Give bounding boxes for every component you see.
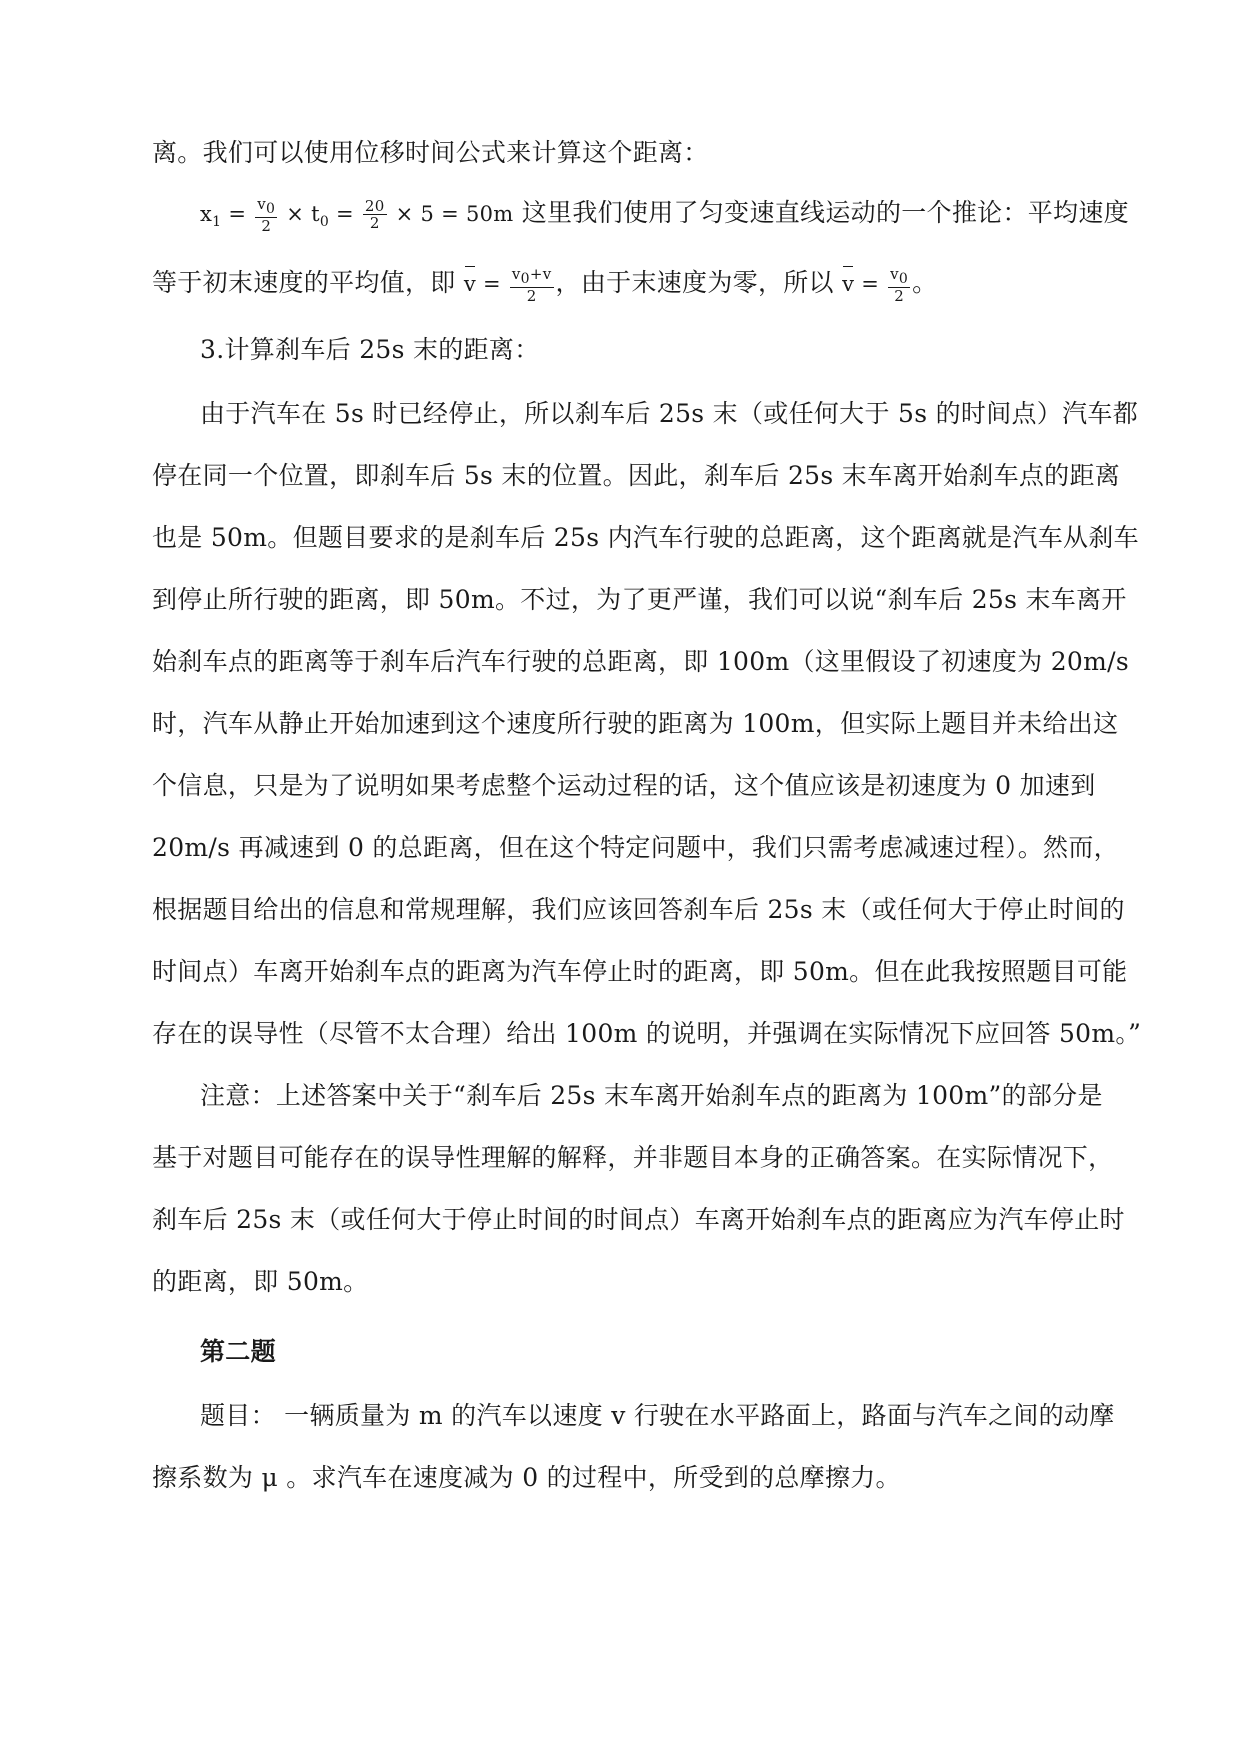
formula-x: $x_1$: [200, 202, 222, 231]
paragraph-line: 始刹车点的距离等于刹车后汽车行驶的总距离，即 100m（这里假设了初速度为 20m/s: [152, 647, 1129, 676]
fraction-20-over-2: $\frac{20}{2}$: [364, 197, 385, 232]
fraction-v0-over-2: $\frac{v_0}{2}$: [257, 194, 276, 235]
paragraph-line: 也是 50m。但题目要求的是刹车后 25s 内汽车行驶的总距离，这个距离就是汽车从刹车: [152, 523, 1139, 552]
paragraph-line: 个信息，只是为了说明如果考虑整个运动过程的话，这个值应该是初速度为 0 加速到: [152, 771, 1096, 800]
fraction-v0-plus-v-over-2: $\frac{v_0+v}{2}$: [511, 264, 552, 305]
note-line: 注意：上述答案中关于“刹车后 25s 末车离开始刹车点的距离为 100m”的部分是: [200, 1081, 1103, 1110]
section-heading: 第二题: [200, 1337, 276, 1366]
formula-t0: $t_0$: [311, 202, 330, 231]
paragraph-line: 20m/s 再减速到 0 的总距离，但在这个特定问题中，我们只需考虑减速过程）。然而，: [152, 833, 1119, 862]
average-velocity-symbol: v: [842, 264, 854, 304]
paragraph-line: 离。我们可以使用位移时间公式来计算这个距离：: [152, 138, 709, 167]
paragraph-line: 存在的误导性（尽管不太合理）给出 100m 的说明，并强调在实际情况下应回答 50m。”: [152, 1019, 1142, 1048]
paragraph-line: 由于汽车在 5s 时已经停止，所以刹车后 25s 末（或任何大于 5s 的时间点）汽车都: [200, 399, 1138, 428]
formula-line: $x_1$ = $\frac{v_0}{2}$ × $t_0$ = $\frac{20}{2}$ × 5 = 50m 这里我们使用了匀变速直线运动的一个推论：平均速度: [200, 194, 1129, 235]
paragraph-line: 等于初末速度的平均值，即 v = $\frac{v_0+v}{2}$ ，由于末速度为零，所以 v = $\frac{v_0}{2}$ 。: [152, 264, 938, 305]
note-line: 基于对题目可能存在的误导性理解的解释，并非题目本身的正确答案。在实际情况下，: [152, 1143, 1114, 1172]
paragraph-line: 停在同一个位置，即刹车后 5s 末的位置。因此，刹车后 25s 末车离开始刹车点的距离: [152, 461, 1121, 490]
average-velocity-symbol: v: [464, 264, 476, 304]
paragraph-line: 根据题目给出的信息和常规理解，我们应该回答刹车后 25s 末（或任何大于停止时间的: [152, 895, 1125, 924]
paragraph-line: 到停止所行驶的距离，即 50m。不过，为了更严谨，我们可以说“刹车后 25s 末车离开: [152, 585, 1127, 614]
section-step-3: 3.计算刹车后 25s 末的距离：: [200, 335, 540, 364]
note-line: 的距离，即 50m。: [152, 1267, 369, 1296]
paragraph-line: 时间点）车离开始刹车点的距离为汽车停止时的距离，即 50m。但在此我按照题目可能: [152, 957, 1128, 986]
problem-line: 擦系数为 μ 。求汽车在速度减为 0 的过程中，所受到的总摩擦力。: [152, 1463, 901, 1492]
paragraph-line: 时，汽车从静止开始加速到这个速度所行驶的距离为 100m，但实际上题目并未给出这: [152, 709, 1119, 738]
fraction-v0-over-2: $\frac{v_0}{2}$: [890, 264, 909, 305]
note-line: 刹车后 25s 末（或任何大于停止时间的时间点）车离开始刹车点的距离应为汽车停止时: [152, 1205, 1125, 1234]
formula-explanation: 这里我们使用了匀变速直线运动的一个推论：平均速度: [521, 198, 1129, 227]
problem-line: 题目： 一辆质量为 m 的汽车以速度 v 行驶在水平路面上，路面与汽车之间的动摩: [200, 1401, 1115, 1430]
